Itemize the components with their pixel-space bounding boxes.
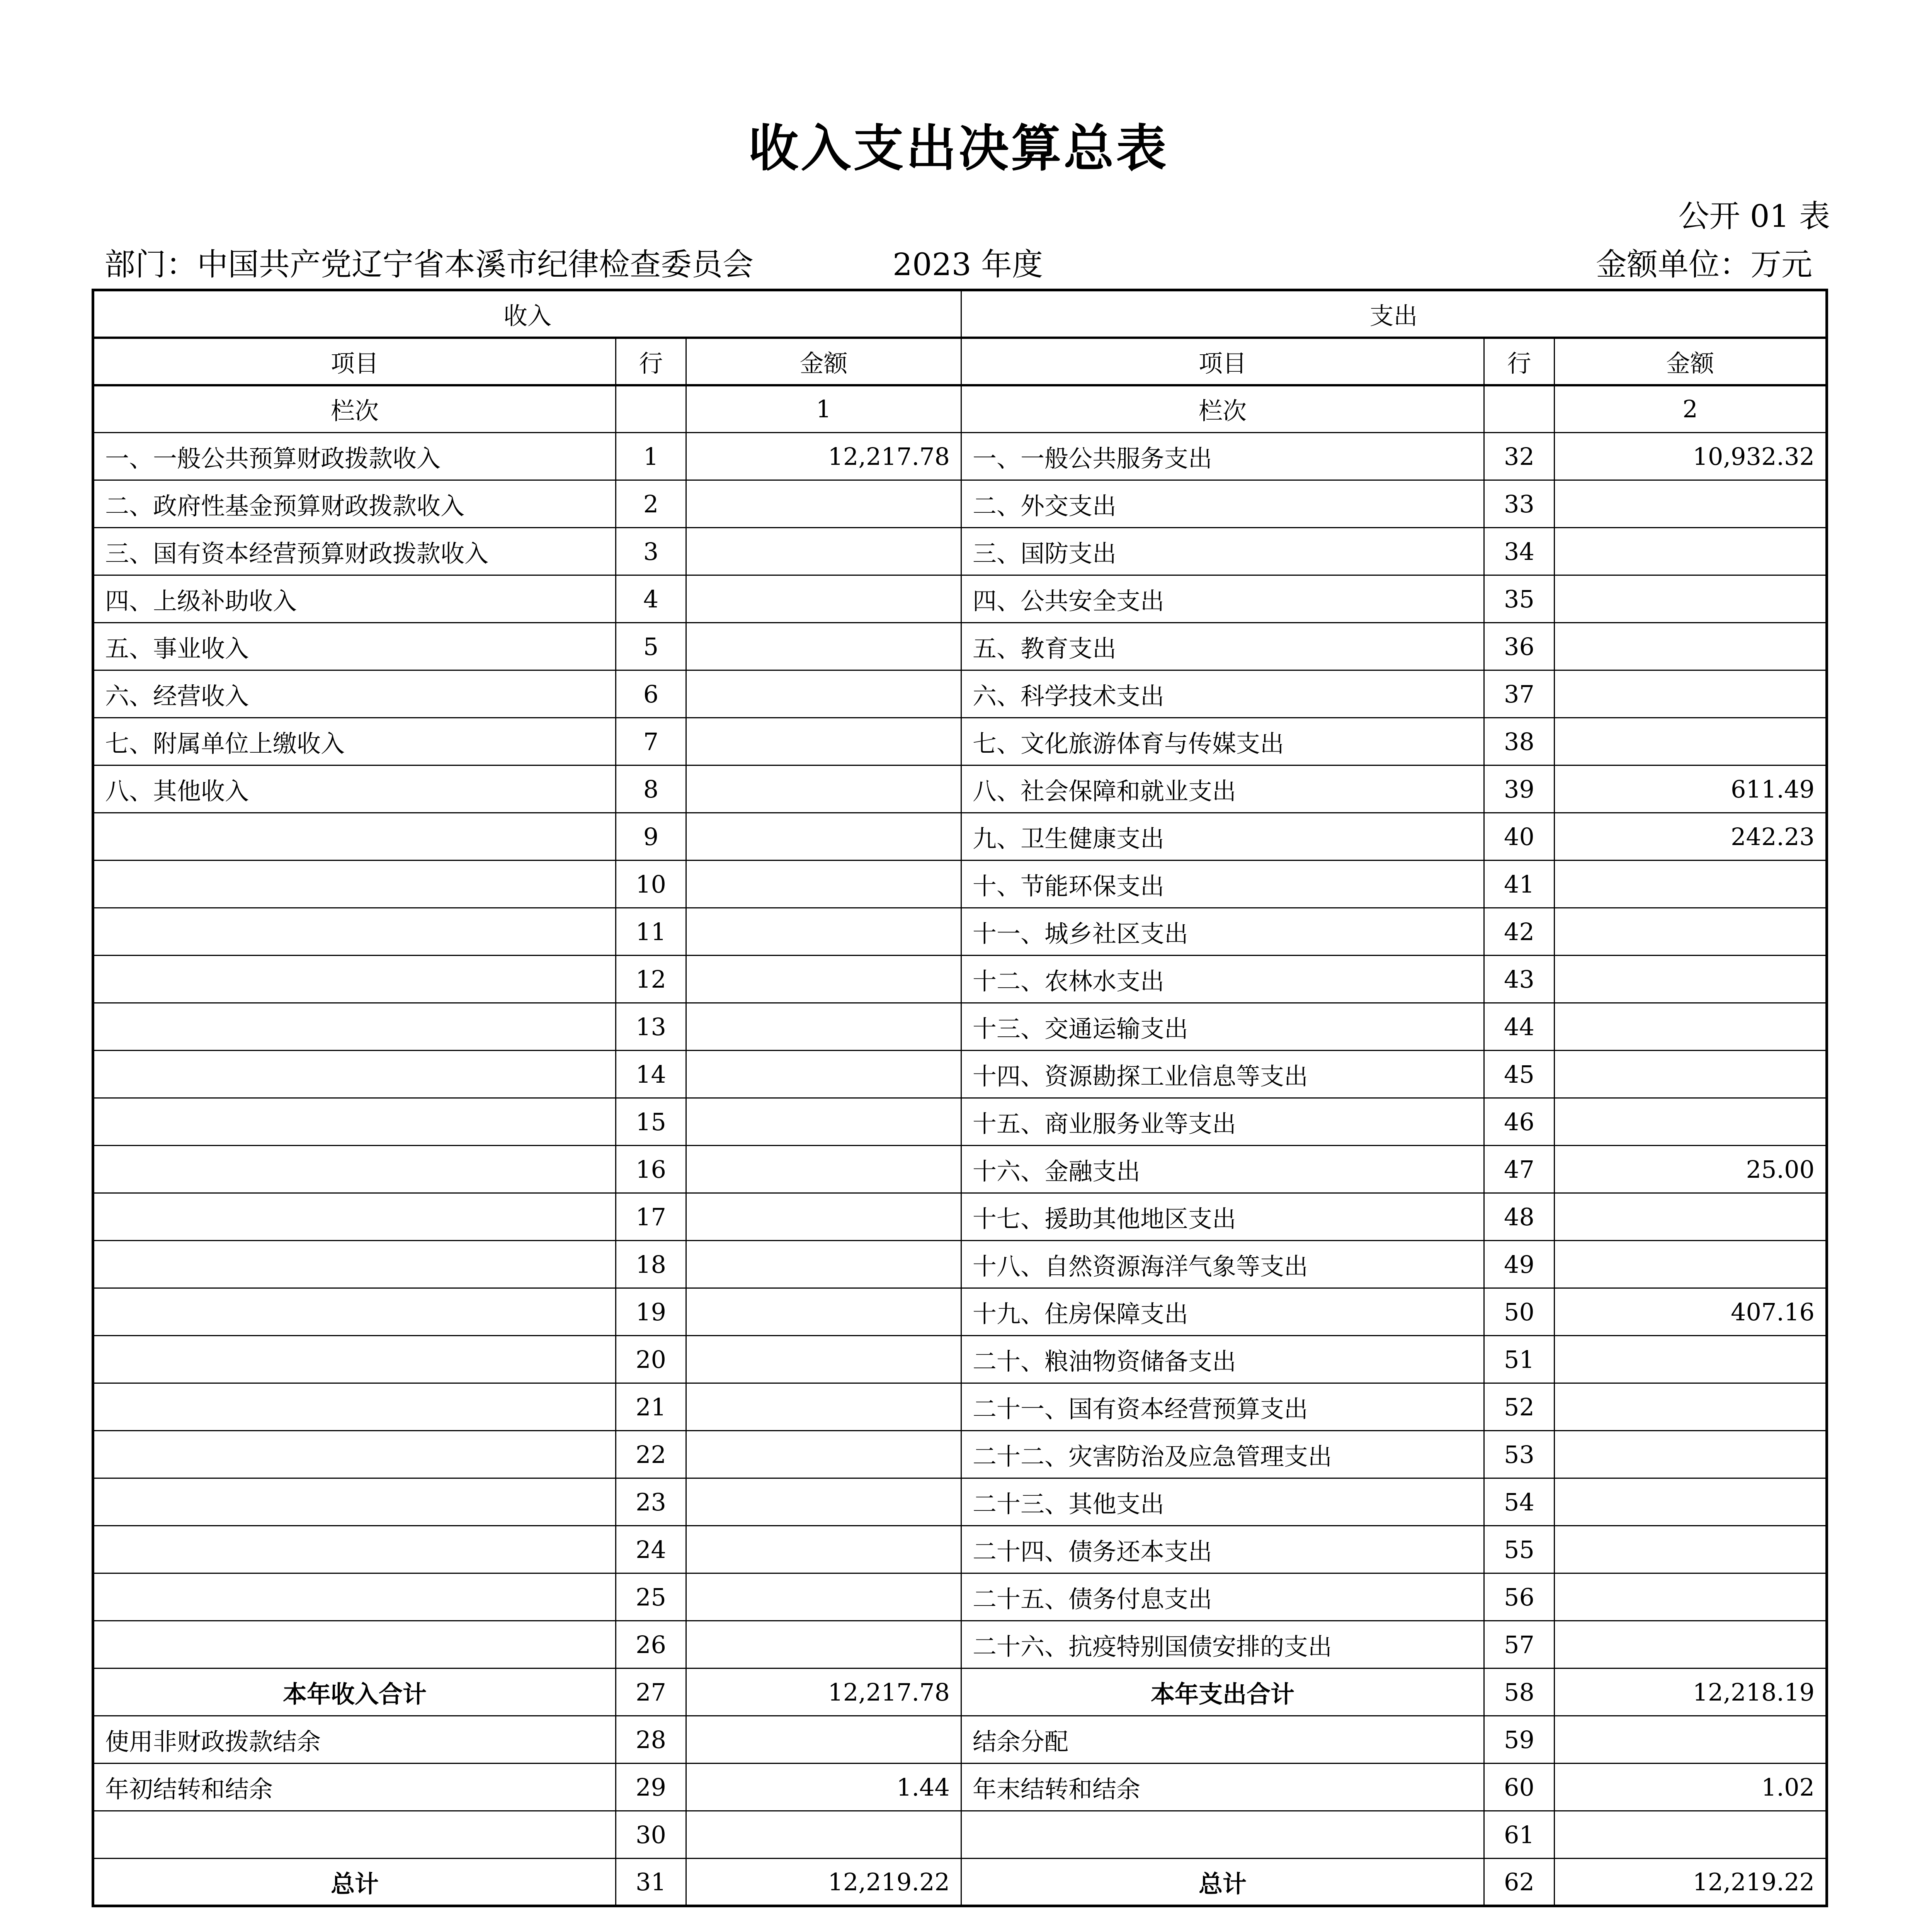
- expense-amount: [1555, 956, 1827, 1003]
- expense-amount: [1555, 1431, 1827, 1478]
- income-item: 一、一般公共预算财政拨款收入: [93, 433, 616, 480]
- table-row: [93, 1811, 1827, 1859]
- expense-amount: [1555, 861, 1827, 908]
- income-row-header: 行: [616, 338, 686, 385]
- report-header: [104, 240, 1812, 282]
- expense-item-header: 项目: [961, 338, 1484, 385]
- income-item-header: 项目: [93, 338, 616, 385]
- table-row: [93, 623, 1827, 670]
- expense-index-label: 栏次: [961, 385, 1484, 433]
- table-row: [93, 1051, 1827, 1098]
- expense-row-number: 55: [1484, 1526, 1555, 1573]
- expense-row-number: 51: [1484, 1336, 1555, 1383]
- income-item: 三、国有资本经营预算财政拨款收入: [93, 528, 616, 575]
- income-row-number: 10: [616, 861, 686, 908]
- table-row: [93, 1288, 1827, 1336]
- expense-amount: [1555, 1621, 1827, 1668]
- expense-item: 一、一般公共服务支出: [961, 433, 1484, 480]
- expense-item: 十七、援助其他地区支出: [961, 1193, 1484, 1241]
- income-amount: [686, 718, 961, 765]
- income-amount: [686, 861, 961, 908]
- expense-amount-header: 金额: [1555, 338, 1827, 385]
- expense-amount: [1555, 528, 1827, 575]
- expense-amount: [1555, 1716, 1827, 1764]
- income-item: [93, 1526, 616, 1573]
- expense-amount: [1555, 623, 1827, 670]
- income-item: [93, 813, 616, 861]
- expense-amount: 25.00: [1555, 1146, 1827, 1193]
- expense-row-number: 40: [1484, 813, 1555, 861]
- income-item: [93, 1811, 616, 1859]
- income-item: 本年收入合计: [93, 1668, 616, 1716]
- expense-item: 十八、自然资源海洋气象等支出: [961, 1241, 1484, 1288]
- income-item: [93, 956, 616, 1003]
- income-amount: [686, 1811, 961, 1859]
- column-header-row: [93, 338, 1827, 385]
- income-item: [93, 1241, 616, 1288]
- expense-amount: 1.02: [1555, 1764, 1827, 1811]
- table-row: [93, 1621, 1827, 1668]
- expense-row-number: 57: [1484, 1621, 1555, 1668]
- income-row-number: 8: [616, 765, 686, 813]
- income-row-number: 19: [616, 1288, 686, 1336]
- table-row: [93, 813, 1827, 861]
- expense-row-number: 44: [1484, 1003, 1555, 1051]
- expense-item: 七、文化旅游体育与传媒支出: [961, 718, 1484, 765]
- income-row-number: 3: [616, 528, 686, 575]
- expense-row-number: 52: [1484, 1383, 1555, 1431]
- expense-amount: 12,219.22: [1555, 1859, 1827, 1906]
- income-item: 年初结转和结余: [93, 1764, 616, 1811]
- expense-row-number: 58: [1484, 1668, 1555, 1716]
- income-amount: [686, 1146, 961, 1193]
- income-amount: [686, 1098, 961, 1146]
- income-row-number: 20: [616, 1336, 686, 1383]
- table-row: [93, 528, 1827, 575]
- income-amount: 1.44: [686, 1764, 961, 1811]
- expense-item: 总计: [961, 1859, 1484, 1906]
- income-item: [93, 1051, 616, 1098]
- expense-amount: [1555, 575, 1827, 623]
- income-row-number: 18: [616, 1241, 686, 1288]
- table-row: [93, 1383, 1827, 1431]
- table-row: [93, 765, 1827, 813]
- income-item: 七、附属单位上缴收入: [93, 718, 616, 765]
- expense-item: 十三、交通运输支出: [961, 1003, 1484, 1051]
- income-item: 总计: [93, 1859, 616, 1906]
- expense-item: 二十、粮油物资储备支出: [961, 1336, 1484, 1383]
- income-row-number: 5: [616, 623, 686, 670]
- expense-amount: [1555, 1241, 1827, 1288]
- income-amount: [686, 1336, 961, 1383]
- income-row-number: 28: [616, 1716, 686, 1764]
- department-label: 部门：中国共产党辽宁省本溪市纪律检查委员会: [104, 247, 754, 282]
- table-row: [93, 480, 1827, 528]
- income-amount: 12,217.78: [686, 1668, 961, 1716]
- expense-row-number: 59: [1484, 1716, 1555, 1764]
- expense-item: 十二、农林水支出: [961, 956, 1484, 1003]
- income-row-number: 7: [616, 718, 686, 765]
- table-row: [93, 718, 1827, 765]
- income-amount: [686, 1288, 961, 1336]
- expense-amount: [1555, 1811, 1827, 1859]
- expense-row-header: 行: [1484, 338, 1555, 385]
- income-row-number: 17: [616, 1193, 686, 1241]
- expense-item: 四、公共安全支出: [961, 575, 1484, 623]
- expense-amount: [1555, 908, 1827, 956]
- expense-row-number: 33: [1484, 480, 1555, 528]
- income-amount: [686, 1383, 961, 1431]
- fiscal-year: 2023 年度: [893, 247, 1043, 282]
- expense-item: 十九、住房保障支出: [961, 1288, 1484, 1336]
- expense-row-number: 47: [1484, 1146, 1555, 1193]
- expense-item: 十五、商业服务业等支出: [961, 1098, 1484, 1146]
- income-row-number: 2: [616, 480, 686, 528]
- expense-row-number: 61: [1484, 1811, 1555, 1859]
- expense-row-number: 34: [1484, 528, 1555, 575]
- income-amount: [686, 1621, 961, 1668]
- expense-item: 二十六、抗疫特别国债安排的支出: [961, 1621, 1484, 1668]
- income-amount: 12,219.22: [686, 1859, 961, 1906]
- income-row-number: 11: [616, 908, 686, 956]
- income-row-number: 29: [616, 1764, 686, 1811]
- expense-row-number: 50: [1484, 1288, 1555, 1336]
- income-row-number: 15: [616, 1098, 686, 1146]
- income-amount: [686, 575, 961, 623]
- expense-amount: 242.23: [1555, 813, 1827, 861]
- expense-row-number: 42: [1484, 908, 1555, 956]
- section-header-row: [93, 290, 1827, 338]
- income-item: [93, 1621, 616, 1668]
- income-item: 使用非财政拨款结余: [93, 1716, 616, 1764]
- table-row: [93, 1764, 1827, 1811]
- form-code: 公开 01 表: [1678, 198, 1830, 234]
- income-row-number: 13: [616, 1003, 686, 1051]
- income-row-number: 1: [616, 433, 686, 480]
- table-row: [93, 956, 1827, 1003]
- table-row: [93, 1336, 1827, 1383]
- income-row-number: 21: [616, 1383, 686, 1431]
- income-amount: [686, 528, 961, 575]
- income-amount: [686, 1526, 961, 1573]
- expense-amount: [1555, 1051, 1827, 1098]
- income-row-number: 31: [616, 1859, 686, 1906]
- income-row-number: 14: [616, 1051, 686, 1098]
- table-row: [93, 861, 1827, 908]
- expense-row-number: 45: [1484, 1051, 1555, 1098]
- income-item: [93, 1003, 616, 1051]
- amount-unit: 金额单位：万元: [1596, 247, 1812, 282]
- income-item: [93, 1336, 616, 1383]
- income-amount: [686, 480, 961, 528]
- income-amount: [686, 1431, 961, 1478]
- expense-amount: [1555, 1383, 1827, 1431]
- income-item: [93, 861, 616, 908]
- expense-row-number: 54: [1484, 1478, 1555, 1526]
- income-amount: [686, 1573, 961, 1621]
- income-item: 四、上级补助收入: [93, 575, 616, 623]
- table-row: [93, 433, 1827, 480]
- expense-row-number: 37: [1484, 670, 1555, 718]
- income-item: [93, 1431, 616, 1478]
- table-row: [93, 1478, 1827, 1526]
- income-amount: [686, 1003, 961, 1051]
- income-row-number: 4: [616, 575, 686, 623]
- expense-item: 二十一、国有资本经营预算支出: [961, 1383, 1484, 1431]
- expense-amount: [1555, 1526, 1827, 1573]
- income-amount: [686, 1193, 961, 1241]
- table-row: [93, 1573, 1827, 1621]
- income-item: 五、事业收入: [93, 623, 616, 670]
- table-row: [93, 670, 1827, 718]
- expense-item: 五、教育支出: [961, 623, 1484, 670]
- expense-amount: [1555, 1193, 1827, 1241]
- income-row-number: 25: [616, 1573, 686, 1621]
- income-amount: [686, 1478, 961, 1526]
- expense-item: 十一、城乡社区支出: [961, 908, 1484, 956]
- table-row: [93, 1241, 1827, 1288]
- income-item: 二、政府性基金预算财政拨款收入: [93, 480, 616, 528]
- expense-amount: 10,932.32: [1555, 433, 1827, 480]
- expense-item: 十四、资源勘探工业信息等支出: [961, 1051, 1484, 1098]
- expense-row-number: 41: [1484, 861, 1555, 908]
- expense-item: 二十三、其他支出: [961, 1478, 1484, 1526]
- income-item: 八、其他收入: [93, 765, 616, 813]
- expense-col-index: 2: [1555, 385, 1827, 433]
- expense-row-number: 32: [1484, 433, 1555, 480]
- income-item: [93, 1146, 616, 1193]
- expense-section-header: 支出: [961, 290, 1827, 338]
- column-index-row: [93, 385, 1827, 433]
- expense-row-number: 36: [1484, 623, 1555, 670]
- expense-item: 十、节能环保支出: [961, 861, 1484, 908]
- income-item: [93, 1383, 616, 1431]
- income-amount: [686, 956, 961, 1003]
- income-item: [93, 1573, 616, 1621]
- income-amount: 12,217.78: [686, 433, 961, 480]
- expense-amount: [1555, 670, 1827, 718]
- income-row-number: 24: [616, 1526, 686, 1573]
- expense-item: 二十四、债务还本支出: [961, 1526, 1484, 1573]
- table-row: [93, 1859, 1827, 1906]
- table-row: [93, 1431, 1827, 1478]
- income-amount: [686, 670, 961, 718]
- income-row-number: 22: [616, 1431, 686, 1478]
- expense-row-number: 62: [1484, 1859, 1555, 1906]
- income-item: [93, 1098, 616, 1146]
- table-row: [93, 1003, 1827, 1051]
- expense-row-number: 39: [1484, 765, 1555, 813]
- expense-amount: [1555, 1478, 1827, 1526]
- expense-amount: [1555, 1003, 1827, 1051]
- expense-amount: [1555, 1098, 1827, 1146]
- income-row-number: 23: [616, 1478, 686, 1526]
- income-amount: [686, 1241, 961, 1288]
- income-section-header: 收入: [93, 290, 961, 338]
- table-row: [93, 1716, 1827, 1764]
- income-row-number: 9: [616, 813, 686, 861]
- expense-row-number: 48: [1484, 1193, 1555, 1241]
- expense-row-number: 38: [1484, 718, 1555, 765]
- income-amount: [686, 813, 961, 861]
- expense-item: 十六、金融支出: [961, 1146, 1484, 1193]
- income-row-number: 16: [616, 1146, 686, 1193]
- expense-amount: 407.16: [1555, 1288, 1827, 1336]
- income-expense-table: [92, 289, 1828, 1907]
- table-row: [93, 575, 1827, 623]
- expense-amount: 611.49: [1555, 765, 1827, 813]
- income-item: [93, 1288, 616, 1336]
- income-amount: [686, 1051, 961, 1098]
- expense-amount: 12,218.19: [1555, 1668, 1827, 1716]
- income-index-label: 栏次: [93, 385, 616, 433]
- expense-row-number: 56: [1484, 1573, 1555, 1621]
- table-row: [93, 1146, 1827, 1193]
- expense-row-number: 53: [1484, 1431, 1555, 1478]
- income-amount: [686, 623, 961, 670]
- income-col-index: 1: [686, 385, 961, 433]
- income-row-number: 26: [616, 1621, 686, 1668]
- expense-item: 八、社会保障和就业支出: [961, 765, 1484, 813]
- table-row: [93, 1526, 1827, 1573]
- income-amount-header: 金额: [686, 338, 961, 385]
- expense-item: 结余分配: [961, 1716, 1484, 1764]
- income-row-number: 6: [616, 670, 686, 718]
- expense-item: 本年支出合计: [961, 1668, 1484, 1716]
- expense-amount: [1555, 718, 1827, 765]
- expense-row-number: 35: [1484, 575, 1555, 623]
- income-item: [93, 908, 616, 956]
- income-row-number: 27: [616, 1668, 686, 1716]
- income-row-number: 30: [616, 1811, 686, 1859]
- expense-item: 六、科学技术支出: [961, 670, 1484, 718]
- expense-index-empty: [1484, 385, 1555, 433]
- expense-item: 二十二、灾害防治及应急管理支出: [961, 1431, 1484, 1478]
- expense-item: 九、卫生健康支出: [961, 813, 1484, 861]
- table-row: [93, 1193, 1827, 1241]
- income-amount: [686, 908, 961, 956]
- expense-item: 三、国防支出: [961, 528, 1484, 575]
- income-item: 六、经营收入: [93, 670, 616, 718]
- table-row: [93, 1098, 1827, 1146]
- expense-item: 二、外交支出: [961, 480, 1484, 528]
- expense-item: 二十五、债务付息支出: [961, 1573, 1484, 1621]
- expense-row-number: 49: [1484, 1241, 1555, 1288]
- expense-row-number: 46: [1484, 1098, 1555, 1146]
- expense-row-number: 60: [1484, 1764, 1555, 1811]
- income-amount: [686, 765, 961, 813]
- table-row: [93, 1668, 1827, 1716]
- table-row: [93, 908, 1827, 956]
- expense-amount: [1555, 1573, 1827, 1621]
- page-title: 收入支出决算总表: [748, 119, 1169, 178]
- expense-row-number: 43: [1484, 956, 1555, 1003]
- expense-amount: [1555, 480, 1827, 528]
- expense-item: 年末结转和结余: [961, 1764, 1484, 1811]
- expense-item: [961, 1811, 1484, 1859]
- income-item: [93, 1478, 616, 1526]
- expense-amount: [1555, 1336, 1827, 1383]
- income-index-empty: [616, 385, 686, 433]
- income-amount: [686, 1716, 961, 1764]
- income-item: [93, 1193, 616, 1241]
- income-row-number: 12: [616, 956, 686, 1003]
